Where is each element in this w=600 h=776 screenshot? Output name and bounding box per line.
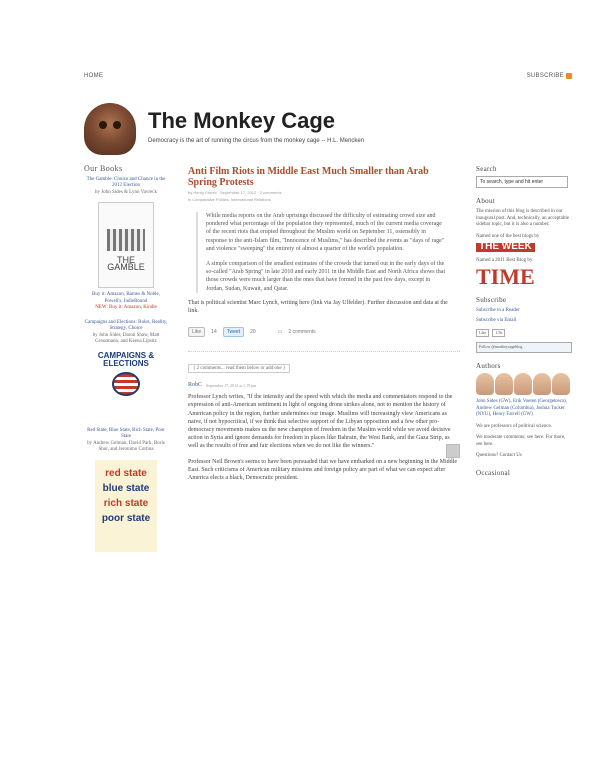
book2-cover[interactable] [91, 352, 161, 414]
avatar [446, 444, 460, 458]
tweet-button[interactable] [223, 327, 244, 337]
author-photos [476, 373, 572, 395]
comment-paragraph: Professor Lynch writes, "If the intensity and the speed with which the media and commentators respond to the expression of anti-American sentiment in light of ongoing drone strikes alone, not to mention the history of American policy in the region, further undermines our image. Muslims will increasingly view Americans as naive, if not hypocritical, if we think that selective support of the Libyan opposition and a few other pro-democracy movements makes us the new champion of freedom in the Muslim world while we avoid decisive action in Syria and ignore demands for freedom in places like Bahrain, the West Bank, and the Gaza Strip, as well as the results of free and fair elections when we do not like the winners." [188, 394, 453, 450]
subscribe-reader-link[interactable]: Subscribe in a Reader [476, 307, 520, 313]
like-label[interactable]: Like [192, 329, 202, 336]
book1-new-link[interactable]: NEW: Buy it: Amazon, Kindle [95, 305, 157, 310]
the-week-logo[interactable]: THE WEEK [476, 243, 535, 252]
subscribe-link[interactable] [527, 73, 572, 79]
right-sidebar [476, 166, 572, 479]
left-sidebar [84, 166, 168, 556]
subscribe-email-link[interactable]: Subscribe via Email [476, 318, 517, 323]
authors-heading: Authors [476, 361, 501, 370]
book3-line: rich state [103, 497, 149, 509]
comments-bar[interactable]: { 2 comments... read them below or add one } [188, 364, 290, 373]
book1-cover[interactable] [98, 202, 154, 288]
about-text: The mission of this blog is described in our inaugural post. And, technically, an acceptable sidebar topic, but it is also a number. [476, 209, 569, 227]
book2-cover-text: CAMPAIGNS & ELECTIONS [97, 350, 155, 368]
quote-paragraph: While media reports on the Arab uprisings discussed the difficulty of estimating crowd size and pondered what percentage of the population they represented, much of the current media coverage of the recent riots that erupted throughout the Muslim world on September 11, ostensibly in response to the anti-Islam film, "Innocence of Muslims," has described the events as "days of rage" and violence "sweeping" the entirety of almost a quarter of the world's population. [206, 213, 445, 252]
share-bar [188, 327, 460, 337]
tweet-label[interactable]: Tweet [226, 329, 241, 336]
author-photo [495, 373, 513, 395]
authors-list[interactable]: John Sides (GW), Erik Voeten (Georgetown), Andrew Gelman (Columbia), Joshua Tucker (NYU), Henry Farrell (GW) [476, 399, 567, 417]
comment [188, 382, 460, 482]
author-photo [476, 373, 494, 395]
book2-title[interactable]: Campaigns and Elections: Rules, Reality, Strategy, Choice [84, 319, 168, 331]
subscribe-heading: Subscribe [476, 296, 507, 304]
book1-authors: by John Sides & Lynn Vavreck [95, 189, 157, 195]
about-heading: About [476, 196, 495, 205]
site-tagline: Democracy is the art of running the circus from the monkey cage -- H.L. Mencken [148, 138, 365, 144]
comment-body [188, 393, 460, 482]
main-content [188, 166, 460, 482]
book3-line: poor state [101, 512, 151, 524]
contact-link[interactable]: Questions? Contact Us [476, 453, 522, 458]
comment-header [188, 382, 460, 388]
author-photo [514, 373, 532, 395]
book3-line: red state [105, 467, 147, 479]
post-paragraph: That is political scientist Marc Lynch, writing here (link via Jay Ulfelder). Further discussion and data at the link. [188, 299, 448, 315]
post-meta: by Henry Farrell · September 17, 2012 · 2 comments [188, 190, 282, 195]
site-title[interactable]: The Monkey Cage [148, 108, 336, 133]
occasional-heading: Occasional [476, 468, 511, 477]
divider [188, 351, 460, 352]
post-title[interactable]: Anti Film Riots in Middle East Much Smaller than Arab Spring Protests [188, 166, 429, 188]
comments-link[interactable]: 2 comments [288, 329, 316, 336]
book3-title[interactable]: Red State, Blue State, Rich State, Poor State [87, 427, 165, 439]
comment-author[interactable]: RobC [188, 382, 203, 389]
facebook-like-widget [476, 329, 572, 338]
comment-time[interactable]: September 17, 2012 at 1:19 pm [206, 382, 257, 388]
search-heading: Search [476, 165, 497, 173]
pillars-illustration [107, 229, 145, 251]
comment-paragraph: Professor Neil Brown's seems to have been persuaded that we have embarked on a new beginning in the Middle East. Such criticisms of American military missions and foreign policy are part of what we can expect after America elects a black, Democratic president. [188, 458, 458, 482]
search-input[interactable] [476, 176, 568, 188]
authors-note: We are professors of political science. [476, 423, 552, 429]
week-caption: Named one of the best blogs by [476, 233, 540, 239]
home-link[interactable]: HOME [84, 73, 104, 79]
tweet-count: 20 [250, 329, 256, 336]
book3-cover[interactable] [95, 460, 157, 552]
like-button[interactable] [188, 327, 205, 337]
post-categories[interactable]: in Comparative Politics, International Relations [188, 197, 271, 202]
author-photo [552, 373, 570, 395]
facebook-like-count: 1.5k [492, 329, 505, 338]
quote-paragraph: A simple comparison of the smallest estimates of the crowds that turned out in the early days of the so-called "Arab Spring" in late 2010 and early 2011 in the Middle East and North Africa shows that those crowds were much larger than the ones that have formed in the past few days, except in Jordan, Sudan, Kuwait, and Qatar. [206, 261, 446, 292]
rss-icon[interactable] [566, 73, 572, 79]
subscribe-label[interactable]: SUBSCRIBE [526, 73, 564, 79]
author-photo [533, 373, 551, 395]
like-count: 14 [211, 329, 217, 336]
flag-button-illustration [112, 372, 140, 396]
blockquote [196, 212, 446, 293]
facebook-like-button[interactable]: Like [476, 329, 489, 338]
book1-buy-links[interactable]: Buy it: Amazon, Barnes & Noble, Powell's, IndieBound [92, 292, 160, 304]
book1-cover-text: THE GAMBLE [107, 255, 145, 272]
book3-authors: by Andrew Gelman, David Park, Boris Shor, and Jeronimo Cortina [87, 440, 165, 452]
book3-line: blue state [102, 482, 150, 494]
time-logo[interactable]: TIME [476, 264, 535, 289]
comment-policy[interactable]: We moderate comments; see here. For more, see here. [476, 435, 566, 447]
twitter-follow-button[interactable]: Follow @monkeycageblog [476, 342, 572, 353]
time-caption: Named a 2011 Best Blog by [476, 257, 533, 263]
books-heading: Our Books [84, 164, 123, 173]
book2-authors: by John Sides, Daron Shaw, Matt Grossmann, and Keena Lipsitz [92, 332, 160, 344]
comment-icon[interactable]: ▭ [277, 329, 283, 336]
monkey-logo[interactable] [84, 103, 136, 155]
book1-title[interactable]: The Gamble: Choice and Chance in the 2012 Election [86, 176, 166, 188]
